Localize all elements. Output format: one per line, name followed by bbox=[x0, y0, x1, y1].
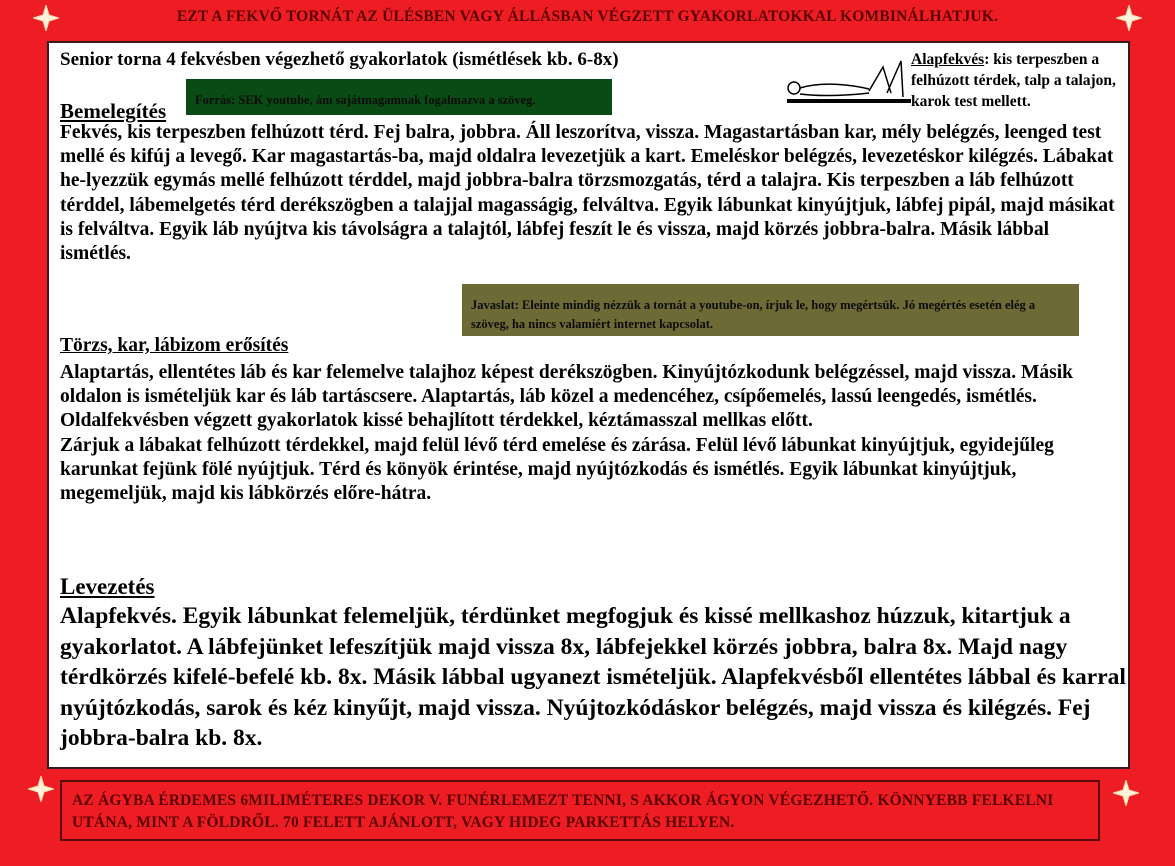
star-ornament-icon bbox=[1113, 780, 1139, 806]
lying-figure-icon bbox=[783, 51, 913, 107]
base-position-term: Alapfekvés bbox=[911, 51, 985, 68]
bottom-note: AZ ÁGYBA ÉRDEMES 6MILIMÉTERES DEKOR V. FUNÉRLEMEZT TENNI, S AKKOR ÁGYON VÉGEZHETŐ. KÖNNYEBB FELKELNI UTÁNA, MINT A FÖLDRŐL. 70 FELETT AJÁNLOTT, VAGY HIDEG PARKETTÁS HELYEN. bbox=[60, 780, 1100, 841]
section-heading-strength: Törzs, kar, lábizom erősítés bbox=[60, 335, 289, 356]
source-note: Forrás: SEK youtube, ám sajátmagamnak fogalmazva a szöveg. bbox=[186, 79, 612, 115]
section-body-cooldown: Alapfekvés. Egyik lábunkat felemeljük, térdünket megfogjuk és kissé mellkashoz húzzuk, kitartjuk a gyakorlatot. A lábfejünket lefeszítjük majd vissza 8x, lábfejekkel körzés jobbra, balra 8x. Majd nagy térdkörzés kifelé-befelé kb. 8x. Másik lábbal ugyanezt ismételjük. Alapfekvésből ellentétes lábbal és karral nyújtózkodás, sarok és kéz kinyűjt, majd vissza. Nyújtozkódáskor belégzés, majd vissza és kilégzés. Fej jobbra-balra kb. 8x. bbox=[60, 603, 1126, 751]
section-heading-warmup: Bemelegítés bbox=[60, 99, 167, 123]
page-title: Senior torna 4 fekvésben végezhető gyakorlatok (ismétlések kb. 6-8x) bbox=[60, 49, 619, 70]
top-banner: EZT A FEKVŐ TORNÁT AZ ÜLÉSBEN VAGY ÁLLÁSBAN VÉGZETT GYAKORLATOKKAL KOMBINÁLHATJUK. bbox=[176, 8, 999, 25]
section-body-strength: Alaptartás, ellentétes láb és kar felemelve talajhoz képest derékszögben. Kinyújtózkodunk belégzéssel, majd vissza. Másik oldalon is ismételjük kar és láb tartáscsere. Alaptartás, láb közel a medencéhez, csípőemelés, lassú leengedés, ismétlés. Oldalfekvésben végzett gyakorlatok kissé behajlított térdekkel, kéztámasszal mellkas előtt. Zárjuk a lábakat felhúzott térdekkel, majd felül lévő térd emelése és zárása. Felül lévő lábunkat kinyújtjuk, egyidejűleg karunkat fejünk fölé nyújtjuk. Térd és könyök érintése, majd nyújtózkodás és ismétlés. Egyik lábunkat kinyújtjuk, megemeljük, majd kis lábkörzés előre-hátra. bbox=[60, 362, 1074, 505]
base-position-note bbox=[911, 49, 1131, 112]
content-panel bbox=[47, 41, 1130, 769]
section-body-warmup: Fekvés, kis terpeszben felhúzott térd. Fej balra, jobbra. Áll leszorítva, vissza. Magastartásban kar, mély belégzés, leenged test mellé és kifúj a levegő. Kar magastartás-ba, majd oldalra levezetjük a kart. Emeléskor belégzés, levezetéskor kilégzés. Lábakat he-lyezzük egymás mellé felhúzott térddel, majd jobbra-balra törzsmozgatás, térd a talajra. Kis terpeszben a láb felhúzott térddel, lábemelgetés térd derékszögben a talajjal magasságig, felváltva. Egyik lábunkat kinyújtjuk, lábfej pipál, majd másikat is felváltva. Egyik láb nyújtva kis távolságra a talajtól, lábfej feszít le és vissza, majd körzés jobbra-balra. Másik lábbal ismétlés. bbox=[60, 122, 1115, 265]
section-heading-cooldown: Levezetés bbox=[60, 574, 155, 599]
star-ornament-icon bbox=[28, 776, 54, 802]
tip-note: Javaslat: Eleinte mindig nézzük a tornát a youtube-on, írjuk le, hogy megértsük. Jó megértés esetén elég a szöveg, ha nincs valamiért internet kapcsolat. bbox=[462, 284, 1079, 336]
base-position-text: : kis terpeszben a felhúzott térdek, talp a talajon, karok test mellett. bbox=[911, 51, 1116, 110]
